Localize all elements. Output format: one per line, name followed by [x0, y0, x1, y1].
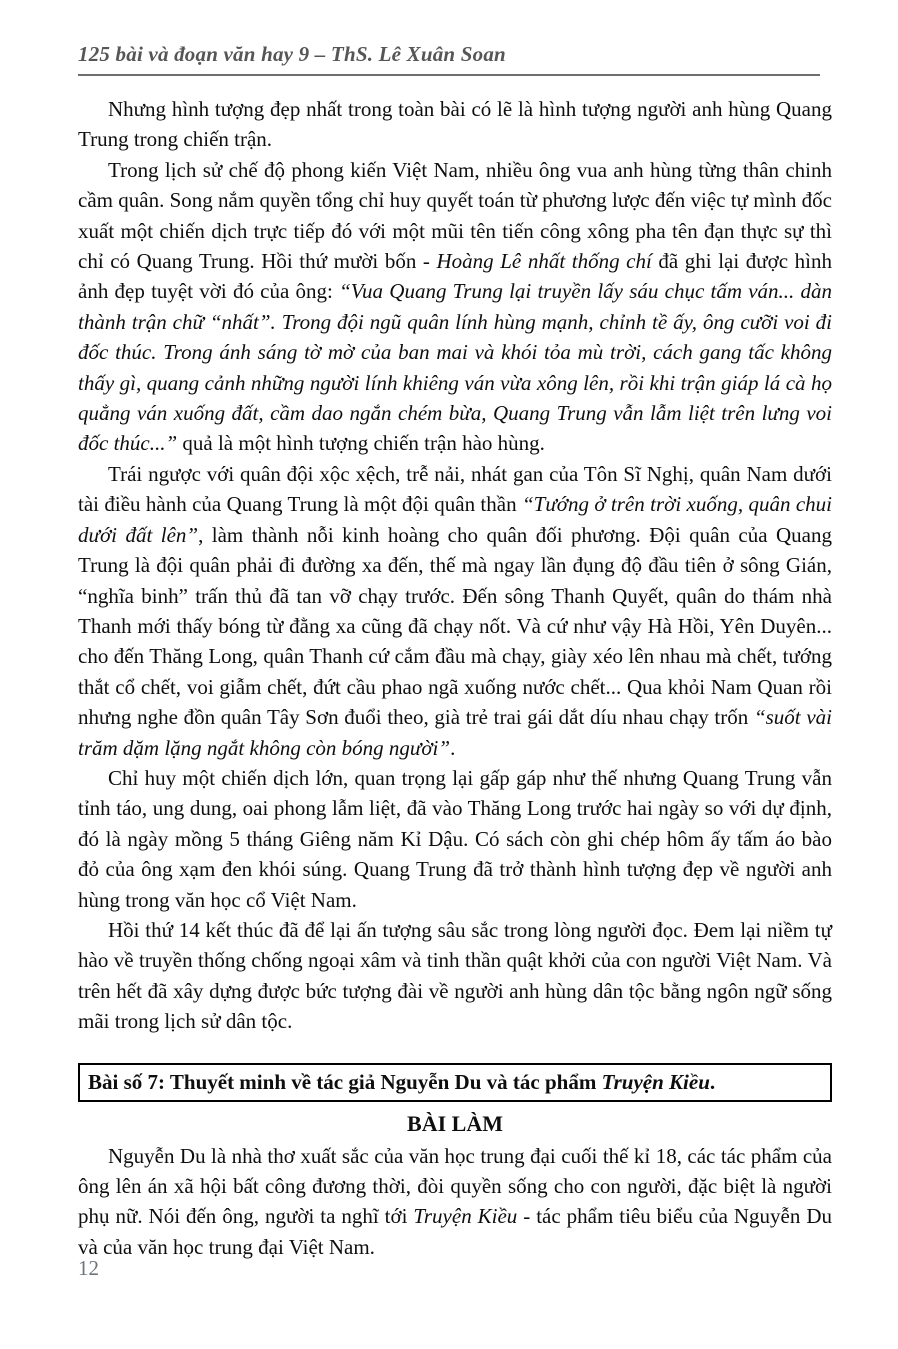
paragraph: Nhưng hình tượng đẹp nhất trong toàn bài có lẽ là hình tượng người anh hùng Quang Trung trong chiến trận.	[78, 97, 832, 152]
paragraph: Hồi thứ 14 kết thúc đã để lại ấn tượng sâu sắc trong lòng người đọc. Đem lại niềm tự hào về truyền thống chống ngoại xâm và tinh thần quật khởi của con người Việt Nam. Và trên hết đã xây dựng được bức tượng đài về người anh hùng dân tộc bằng ngôn ngữ sống mãi trong lịch sử dân tộc.	[78, 917, 832, 1034]
lesson-title-box: Bài số 7: Thuyết minh về tác giả Nguyễn Du và tác phẩm Truyện Kiều.	[78, 1063, 832, 1102]
document-body	[78, 94, 832, 1262]
running-header: 125 bài và đoạn văn hay 9 – ThS. Lê Xuân Soan	[78, 42, 820, 76]
page-number: 12	[78, 1256, 99, 1280]
paragraph: Trái ngược với quân đội xộc xệch, trễ nải, nhát gan của Tôn Sĩ Nghị, quân Nam dưới tài điều hành của Quang Trung là một đội quân thần “Tướng ở trên trời xuống, quân chui dưới đất lên”, làm thành nỗi kinh hoàng cho quân đối phương. Đội quân của Quang Trung là đội quân phải đi đường xa đến, thế mà ngay lần đụng độ đầu tiên ở sông Gián, “nghĩa binh” trấn thủ đã tan vỡ chạy trước. Đến sông Thanh Quyết, quân do thám nhà Thanh mới thấy bóng từ đằng xa cũng đã chạy nốt. Và cứ như vậy Hà Hồi, Yên Duyên... cho đến Thăng Long, quân Thanh cứ cắm đầu mà chạy, giày xéo lên nhau mà chết, tướng thắt cổ chết, voi giẫm chết, đứt cầu phao ngã xuống nước chết... Qua khỏi Nam Quan rồi nhưng nghe đồn quân Tây Sơn đuổi theo, già trẻ trai gái dắt díu nhau chạy trốn “suốt vài trăm dặm lặng ngắt không còn bóng người”.	[78, 461, 833, 760]
paragraph: Chỉ huy một chiến dịch lớn, quan trọng lại gấp gáp như thế nhưng Quang Trung vẫn tỉnh táo, ung dung, oai phong lẫm liệt, đã vào Thăng Long trước hai ngày so với dự định, đó là ngày mồng 5 tháng Giêng năm Kỉ Dậu. Có sách còn ghi chép hôm ấy tấm áo bào đỏ của ông xạm đen khói súng. Quang Trung đã trở thành hình tượng đẹp về người anh hùng trong văn học cổ Việt Nam.	[78, 765, 832, 912]
paragraph: Trong lịch sử chế độ phong kiến Việt Nam, nhiều ông vua anh hùng từng thân chinh cầm quân. Song nắm quyền tổng chỉ huy quyết toán từ phương lược đến việc tự mình đốc xuất một chiến dịch trực tiếp đó với một mũi tên tiến công xông pha tên đạn thực sự thì chỉ có Quang Trung. Hồi thứ mười bốn - Hoàng Lê nhất thống chí đã ghi lại được hình ảnh đẹp tuyệt vời đó của ông: “Vua Quang Trung lại truyền lấy sáu chục tấm ván... dàn thành trận chữ “nhất”. Trong đội ngũ quân lính hùng mạnh, chỉnh tề ấy, ông cưỡi voi đi đốc thúc. Trong ánh sáng tờ mờ của ban mai và khói tỏa mù trời, cách gang tấc không thấy gì, quang cảnh những người lính khiêng ván vừa xông lên, rồi khi trận giáp lá cà họ quẳng ván xuống đất, cầm dao ngắn chém bừa, Quang Trung vẫn lẫm liệt trên lưng voi đốc thúc...” quả là một hình tượng chiến trận hào hùng.	[78, 157, 832, 456]
section-heading: BÀI LÀM	[407, 1110, 503, 1136]
paragraph: Nguyễn Du là nhà thơ xuất sắc của văn học trung đại cuối thế kỉ 18, các tác phẩm của ông lên án xã hội bất công đương thời, đòi quyền sống cho con người, đặc biệt là người phụ nữ. Nói đến ông, người ta nghĩ tới Truyện Kiều - tác phẩm tiêu biểu của Nguyễn Du và của văn học trung đại Việt Nam.	[78, 1143, 832, 1259]
